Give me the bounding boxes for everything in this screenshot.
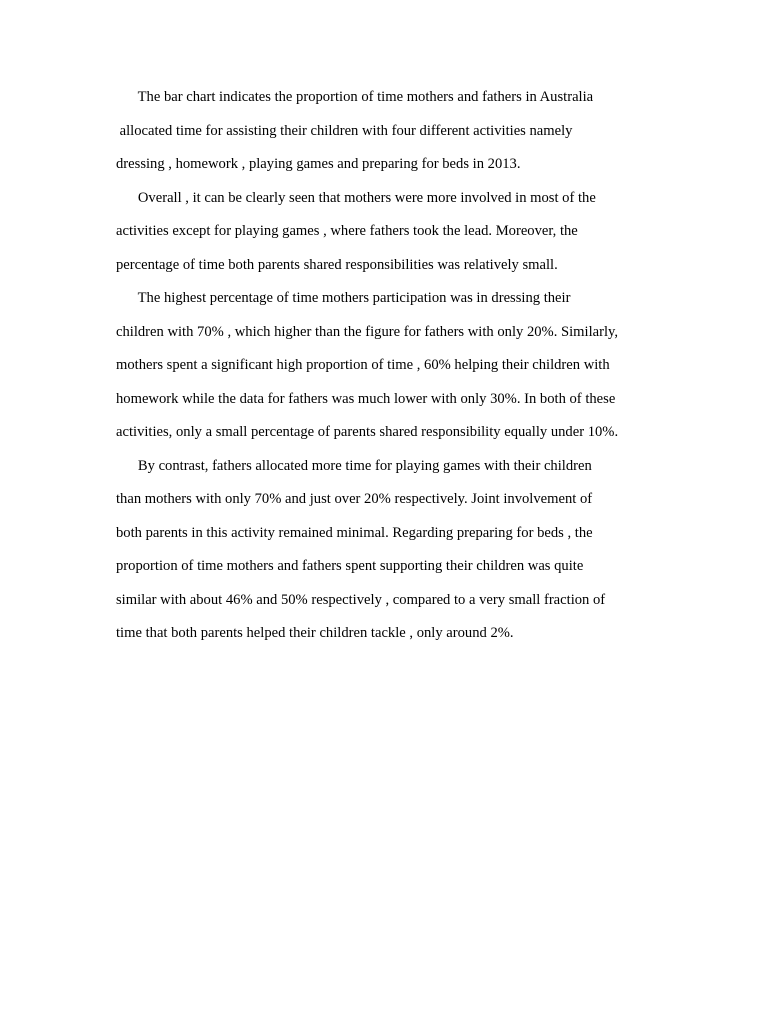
text-line: time that both parents helped their children tackle , only around 2%.	[116, 625, 514, 641]
text-line: mothers spent a significant high proportion of time , 60% helping their children with	[116, 357, 610, 373]
text-line: than mothers with only 70% and just over 20% respectively. Joint involvement of	[116, 491, 593, 507]
text-line: activities, only a small percentage of parents shared responsibility equally under 10%.	[116, 424, 619, 440]
text-line: The bar chart indicates the proportion of time mothers and fathers in Australia	[116, 89, 594, 105]
text-line: homework while the data for fathers was much lower with only 30%. In both of these	[116, 390, 616, 407]
text-line: percentage of time both parents shared responsibilities was relatively small.	[116, 256, 558, 273]
essay-body	[116, 85, 676, 655]
text-line: allocated time for assisting their children with four different activities namely	[116, 122, 573, 139]
text-line: Overall , it can be clearly seen that mothers were more involved in most of the	[116, 189, 596, 206]
text-line: dressing , homework , playing games and preparing for beds in 2013.	[116, 156, 521, 172]
text-line: By contrast, fathers allocated more time for playing games with their children	[116, 457, 592, 474]
text-line: activities except for playing games , where fathers took the lead. Moreover, the	[116, 223, 578, 239]
text-line: proportion of time mothers and fathers spent supporting their children was quite	[116, 558, 584, 574]
text-line: The highest percentage of time mothers participation was in dressing their	[116, 290, 571, 306]
text-line: children with 70% , which higher than the figure for fathers with only 20%. Similarly,	[116, 323, 619, 340]
text-line: similar with about 46% and 50% respectively , compared to a very small fraction of	[116, 591, 606, 608]
text-line: both parents in this activity remained minimal. Regarding preparing for beds , the	[116, 524, 593, 541]
